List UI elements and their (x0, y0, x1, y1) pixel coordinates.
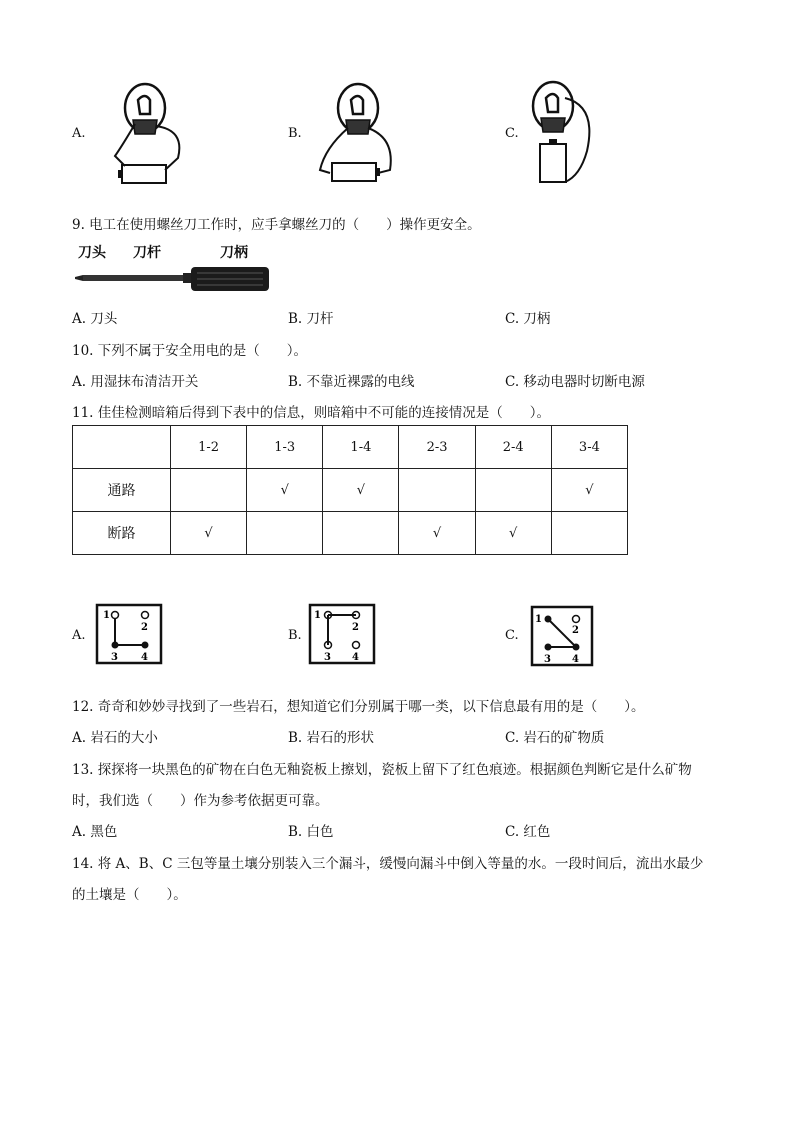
table-cell (247, 512, 323, 555)
box-a-num-3: 3 (111, 652, 118, 663)
question-12-text: 12. 奇奇和妙妙寻找到了一些岩石，想知道它们分别属于哪一类，以下信息最有用的是（ ）。 (72, 699, 645, 715)
bulb-circuit-a (100, 78, 195, 188)
q11-option-c-letter[interactable]: C. (505, 628, 519, 643)
circuit-box-b (308, 603, 376, 665)
option-letter-b: B. (288, 126, 302, 141)
screwdriver-label-handle: 刀柄 (220, 245, 248, 261)
screwdriver-figure (75, 264, 275, 296)
table-row-broken (73, 512, 628, 555)
table-cell: √ (399, 512, 475, 555)
table-cell (323, 512, 399, 555)
table-header-cell: 2-3 (399, 426, 475, 469)
box-b-num-4: 4 (352, 652, 359, 663)
question-10-text: 10. 下列不属于安全用电的是（ ）。 (72, 343, 308, 359)
circuit-box-a (95, 603, 163, 665)
box-a-num-4: 4 (141, 652, 148, 663)
q12-option-a[interactable]: A. 岩石的大小 (72, 730, 158, 746)
table-cell: √ (247, 469, 323, 512)
box-c-num-2: 2 (572, 625, 579, 636)
q13-option-b[interactable]: B. 白色 (288, 824, 334, 840)
q9-option-a[interactable]: A. 刀头 (72, 311, 118, 327)
option-letter-a: A. (72, 126, 86, 141)
question-14-text-line2: 的土壤是（ ）。 (72, 887, 187, 903)
question-13-text-line2: 时，我们选（ ）作为参考依据更可靠。 (72, 793, 329, 809)
circuit-box-c (530, 605, 594, 667)
table-row-connected (73, 469, 628, 512)
table-header-cell: 1-4 (323, 426, 399, 469)
row-label-broken: 断路 (73, 512, 171, 555)
q10-option-b[interactable]: B. 不靠近裸露的电线 (288, 374, 415, 390)
question-13-text-line1: 13. 探探将一块黑色的矿物在白色无釉瓷板上擦划，瓷板上留下了红色痕迹。根据颜色判断它是什么矿物 (72, 762, 692, 778)
table-header-cell: 1-3 (247, 426, 323, 469)
q10-option-a[interactable]: A. 用湿抹布清洁开关 (72, 374, 199, 390)
option-letter-c: C. (505, 126, 519, 141)
box-c-num-3: 3 (544, 654, 551, 665)
screwdriver-label-head: 刀头 (78, 245, 106, 261)
table-cell: √ (323, 469, 399, 512)
q9-option-c[interactable]: C. 刀柄 (505, 311, 551, 327)
table-header-cell: 1-2 (171, 426, 247, 469)
box-a-num-1: 1 (103, 610, 110, 621)
q12-option-b[interactable]: B. 岩石的形状 (288, 730, 375, 746)
screwdriver-label-shaft: 刀杆 (133, 245, 161, 261)
table-header-cell (73, 426, 171, 469)
q10-option-c[interactable]: C. 移动电器时切断电源 (505, 374, 645, 390)
q13-option-c[interactable]: C. 红色 (505, 824, 551, 840)
table-cell: √ (171, 512, 247, 555)
table-cell (171, 469, 247, 512)
table-header-cell: 3-4 (551, 426, 627, 469)
question-14-text-line1: 14. 将 A、B、C 三包等量土壤分别装入三个漏斗，缓慢向漏斗中倒入等量的水。一段时间后，流出水最少 (72, 856, 704, 872)
table-cell: √ (475, 512, 551, 555)
q9-option-b[interactable]: B. 刀杆 (288, 311, 334, 327)
table-cell (399, 469, 475, 512)
table-header-row (73, 426, 628, 469)
box-c-num-4: 4 (572, 654, 579, 665)
bulb-circuit-b (310, 78, 405, 188)
box-b-num-2: 2 (352, 622, 359, 633)
table-cell (551, 512, 627, 555)
q11-option-a-letter[interactable]: A. (72, 628, 86, 643)
q11-option-b-letter[interactable]: B. (288, 628, 302, 643)
table-cell (475, 469, 551, 512)
table-cell: √ (551, 469, 627, 512)
box-c-num-1: 1 (535, 614, 542, 625)
circuit-test-table (72, 425, 628, 555)
bulb-circuit-c (525, 76, 600, 191)
box-b-num-1: 1 (314, 610, 321, 621)
box-b-num-3: 3 (324, 652, 331, 663)
question-11-text: 11. 佳佳检测暗箱后得到下表中的信息，则暗箱中不可能的连接情况是（ ）。 (72, 405, 551, 421)
q13-option-a[interactable]: A. 黑色 (72, 824, 118, 840)
table-header-cell: 2-4 (475, 426, 551, 469)
box-a-num-2: 2 (141, 622, 148, 633)
question-9-text: 9. 电工在使用螺丝刀工作时，应手拿螺丝刀的（ ）操作更安全。 (72, 217, 481, 233)
row-label-connected: 通路 (73, 469, 171, 512)
q12-option-c[interactable]: C. 岩石的矿物质 (505, 730, 605, 746)
